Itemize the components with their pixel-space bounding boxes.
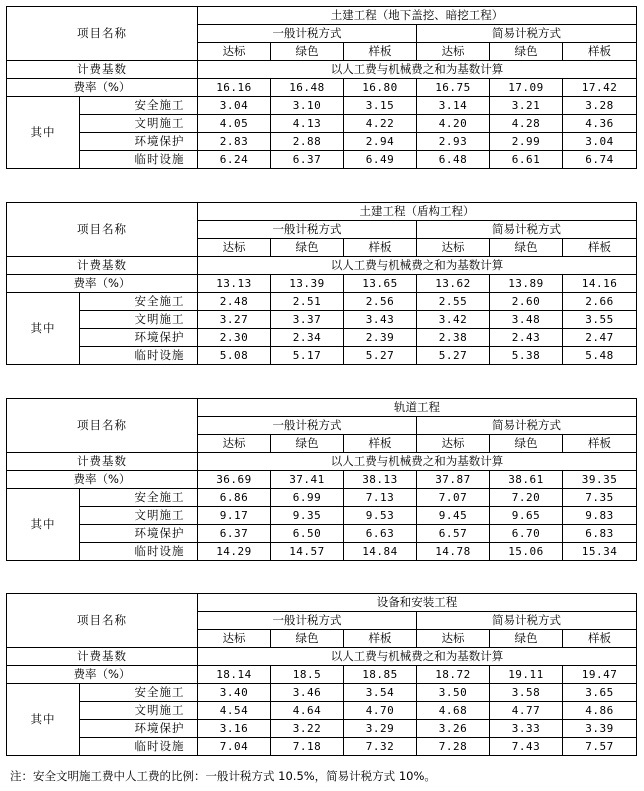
rate-cell: 13.62 bbox=[417, 275, 490, 293]
basis-label: 计费基数 bbox=[7, 453, 198, 471]
temporary-cell: 5.08 bbox=[198, 347, 271, 365]
temporary-cell: 5.27 bbox=[344, 347, 417, 365]
environment-cell: 2.93 bbox=[417, 133, 490, 151]
safety-label: 安全施工 bbox=[80, 684, 198, 702]
environment-cell: 2.99 bbox=[490, 133, 563, 151]
safety-cell: 3.50 bbox=[417, 684, 490, 702]
among-label: 其中 bbox=[7, 293, 80, 365]
item-name-header: 项目名称 bbox=[7, 7, 198, 61]
safety-cell: 3.65 bbox=[563, 684, 637, 702]
civilized-cell: 4.70 bbox=[344, 702, 417, 720]
rate-cell: 18.85 bbox=[344, 666, 417, 684]
environment-cell: 6.63 bbox=[344, 525, 417, 543]
basis-value: 以人工费与机械费之和为基数计算 bbox=[198, 61, 637, 79]
safety-cell: 6.99 bbox=[271, 489, 344, 507]
environment-cell: 2.94 bbox=[344, 133, 417, 151]
rate-label: 费率（%） bbox=[7, 471, 198, 489]
safety-label: 安全施工 bbox=[80, 293, 198, 311]
fee-table-track-engineering bbox=[6, 398, 637, 561]
safety-cell: 2.60 bbox=[490, 293, 563, 311]
item-name-header: 项目名称 bbox=[7, 399, 198, 453]
temporary-cell: 5.27 bbox=[417, 347, 490, 365]
table-title: 设备和安装工程 bbox=[198, 594, 637, 612]
environment-cell: 3.16 bbox=[198, 720, 271, 738]
civilized-cell: 9.45 bbox=[417, 507, 490, 525]
environment-cell: 2.88 bbox=[271, 133, 344, 151]
col-yangban: 样板 bbox=[563, 435, 637, 453]
simple-tax-header: 简易计税方式 bbox=[417, 221, 637, 239]
safety-cell: 3.04 bbox=[198, 97, 271, 115]
general-tax-header: 一般计税方式 bbox=[198, 612, 417, 630]
table-title: 轨道工程 bbox=[198, 399, 637, 417]
rate-label: 费率（%） bbox=[7, 666, 198, 684]
civilized-cell: 9.35 bbox=[271, 507, 344, 525]
rate-cell: 38.13 bbox=[344, 471, 417, 489]
environment-cell: 6.57 bbox=[417, 525, 490, 543]
safety-cell: 3.14 bbox=[417, 97, 490, 115]
rate-cell: 38.61 bbox=[490, 471, 563, 489]
rate-cell: 13.39 bbox=[271, 275, 344, 293]
civilized-cell: 3.37 bbox=[271, 311, 344, 329]
safety-cell: 3.21 bbox=[490, 97, 563, 115]
temporary-cell: 14.29 bbox=[198, 543, 271, 561]
safety-cell: 7.35 bbox=[563, 489, 637, 507]
col-lvse: 绿色 bbox=[490, 630, 563, 648]
rate-cell: 16.80 bbox=[344, 79, 417, 97]
environment-label: 环境保护 bbox=[80, 525, 198, 543]
civilized-cell: 3.48 bbox=[490, 311, 563, 329]
civilized-label: 文明施工 bbox=[80, 702, 198, 720]
civilized-cell: 4.20 bbox=[417, 115, 490, 133]
rate-cell: 16.16 bbox=[198, 79, 271, 97]
safety-cell: 2.48 bbox=[198, 293, 271, 311]
environment-cell: 3.33 bbox=[490, 720, 563, 738]
col-dabiao: 达标 bbox=[198, 435, 271, 453]
civilized-cell: 9.65 bbox=[490, 507, 563, 525]
col-yangban: 样板 bbox=[344, 43, 417, 61]
rate-cell: 39.35 bbox=[563, 471, 637, 489]
fee-table-shield-tunneling bbox=[6, 202, 637, 365]
col-lvse: 绿色 bbox=[271, 630, 344, 648]
temporary-cell: 6.49 bbox=[344, 151, 417, 169]
footnote: 注：安全文明施工费中人工费的比例：一般计税方式 10.5%，简易计税方式 10%。 bbox=[10, 769, 436, 783]
basis-value: 以人工费与机械费之和为基数计算 bbox=[198, 648, 637, 666]
environment-cell: 3.04 bbox=[563, 133, 637, 151]
safety-label: 安全施工 bbox=[80, 489, 198, 507]
temporary-label: 临时设施 bbox=[80, 151, 198, 169]
civilized-cell: 3.42 bbox=[417, 311, 490, 329]
safety-cell: 7.20 bbox=[490, 489, 563, 507]
basis-label: 计费基数 bbox=[7, 61, 198, 79]
civilized-label: 文明施工 bbox=[80, 507, 198, 525]
environment-label: 环境保护 bbox=[80, 329, 198, 347]
col-lvse: 绿色 bbox=[271, 435, 344, 453]
col-yangban: 样板 bbox=[344, 630, 417, 648]
rate-cell: 13.89 bbox=[490, 275, 563, 293]
civilized-cell: 4.68 bbox=[417, 702, 490, 720]
col-lvse: 绿色 bbox=[490, 239, 563, 257]
temporary-cell: 14.84 bbox=[344, 543, 417, 561]
environment-cell: 2.38 bbox=[417, 329, 490, 347]
rate-cell: 16.75 bbox=[417, 79, 490, 97]
simple-tax-header: 简易计税方式 bbox=[417, 417, 637, 435]
col-yangban: 样板 bbox=[344, 239, 417, 257]
simple-tax-header: 简易计税方式 bbox=[417, 612, 637, 630]
civilized-cell: 3.27 bbox=[198, 311, 271, 329]
environment-cell: 3.22 bbox=[271, 720, 344, 738]
civilized-cell: 4.22 bbox=[344, 115, 417, 133]
environment-cell: 3.29 bbox=[344, 720, 417, 738]
safety-cell: 7.07 bbox=[417, 489, 490, 507]
basis-value: 以人工费与机械费之和为基数计算 bbox=[198, 453, 637, 471]
environment-cell: 2.34 bbox=[271, 329, 344, 347]
temporary-cell: 15.34 bbox=[563, 543, 637, 561]
temporary-cell: 14.57 bbox=[271, 543, 344, 561]
rate-cell: 19.47 bbox=[563, 666, 637, 684]
safety-cell: 3.58 bbox=[490, 684, 563, 702]
environment-cell: 6.70 bbox=[490, 525, 563, 543]
temporary-cell: 6.37 bbox=[271, 151, 344, 169]
col-lvse: 绿色 bbox=[271, 43, 344, 61]
temporary-cell: 7.57 bbox=[563, 738, 637, 756]
civilized-cell: 4.77 bbox=[490, 702, 563, 720]
rate-cell: 18.72 bbox=[417, 666, 490, 684]
civilized-cell: 3.55 bbox=[563, 311, 637, 329]
temporary-label: 临时设施 bbox=[80, 543, 198, 561]
civilized-cell: 9.83 bbox=[563, 507, 637, 525]
rate-cell: 18.5 bbox=[271, 666, 344, 684]
safety-cell: 7.13 bbox=[344, 489, 417, 507]
basis-label: 计费基数 bbox=[7, 648, 198, 666]
col-dabiao: 达标 bbox=[417, 630, 490, 648]
temporary-cell: 7.28 bbox=[417, 738, 490, 756]
civilized-cell: 4.54 bbox=[198, 702, 271, 720]
col-yangban: 样板 bbox=[344, 435, 417, 453]
environment-cell: 6.50 bbox=[271, 525, 344, 543]
environment-cell: 3.26 bbox=[417, 720, 490, 738]
rate-cell: 37.87 bbox=[417, 471, 490, 489]
safety-cell: 2.55 bbox=[417, 293, 490, 311]
general-tax-header: 一般计税方式 bbox=[198, 417, 417, 435]
col-dabiao: 达标 bbox=[417, 239, 490, 257]
among-label: 其中 bbox=[7, 489, 80, 561]
col-yangban: 样板 bbox=[563, 630, 637, 648]
safety-cell: 3.54 bbox=[344, 684, 417, 702]
environment-label: 环境保护 bbox=[80, 720, 198, 738]
among-label: 其中 bbox=[7, 684, 80, 756]
col-yangban: 样板 bbox=[563, 43, 637, 61]
safety-cell: 3.46 bbox=[271, 684, 344, 702]
general-tax-header: 一般计税方式 bbox=[198, 221, 417, 239]
table-title: 土建工程（地下盖挖、暗挖工程） bbox=[198, 7, 637, 25]
temporary-cell: 6.24 bbox=[198, 151, 271, 169]
civilized-cell: 9.17 bbox=[198, 507, 271, 525]
simple-tax-header: 简易计税方式 bbox=[417, 25, 637, 43]
rate-cell: 17.42 bbox=[563, 79, 637, 97]
item-name-header: 项目名称 bbox=[7, 203, 198, 257]
civilized-cell: 4.05 bbox=[198, 115, 271, 133]
temporary-cell: 5.17 bbox=[271, 347, 344, 365]
col-lvse: 绿色 bbox=[490, 435, 563, 453]
environment-cell: 6.83 bbox=[563, 525, 637, 543]
environment-label: 环境保护 bbox=[80, 133, 198, 151]
rate-cell: 17.09 bbox=[490, 79, 563, 97]
environment-cell: 6.37 bbox=[198, 525, 271, 543]
col-dabiao: 达标 bbox=[198, 239, 271, 257]
civilized-label: 文明施工 bbox=[80, 115, 198, 133]
temporary-cell: 7.43 bbox=[490, 738, 563, 756]
civilized-cell: 4.86 bbox=[563, 702, 637, 720]
safety-label: 安全施工 bbox=[80, 97, 198, 115]
temporary-cell: 14.78 bbox=[417, 543, 490, 561]
rate-cell: 18.14 bbox=[198, 666, 271, 684]
temporary-label: 临时设施 bbox=[80, 738, 198, 756]
fee-table-equipment-installation bbox=[6, 593, 637, 756]
environment-cell: 2.83 bbox=[198, 133, 271, 151]
temporary-cell: 15.06 bbox=[490, 543, 563, 561]
environment-cell: 2.39 bbox=[344, 329, 417, 347]
civilized-cell: 4.28 bbox=[490, 115, 563, 133]
safety-cell: 6.86 bbox=[198, 489, 271, 507]
basis-value: 以人工费与机械费之和为基数计算 bbox=[198, 257, 637, 275]
safety-cell: 3.15 bbox=[344, 97, 417, 115]
rate-cell: 36.69 bbox=[198, 471, 271, 489]
temporary-cell: 7.18 bbox=[271, 738, 344, 756]
safety-cell: 2.66 bbox=[563, 293, 637, 311]
civilized-cell: 4.13 bbox=[271, 115, 344, 133]
temporary-cell: 5.38 bbox=[490, 347, 563, 365]
rate-cell: 19.11 bbox=[490, 666, 563, 684]
rate-label: 费率（%） bbox=[7, 79, 198, 97]
environment-cell: 2.30 bbox=[198, 329, 271, 347]
civilized-cell: 9.53 bbox=[344, 507, 417, 525]
rate-label: 费率（%） bbox=[7, 275, 198, 293]
col-dabiao: 达标 bbox=[417, 435, 490, 453]
col-dabiao: 达标 bbox=[198, 43, 271, 61]
col-yangban: 样板 bbox=[563, 239, 637, 257]
safety-cell: 2.56 bbox=[344, 293, 417, 311]
col-lvse: 绿色 bbox=[490, 43, 563, 61]
environment-cell: 3.39 bbox=[563, 720, 637, 738]
rate-cell: 37.41 bbox=[271, 471, 344, 489]
col-lvse: 绿色 bbox=[271, 239, 344, 257]
civilized-cell: 4.64 bbox=[271, 702, 344, 720]
temporary-cell: 7.04 bbox=[198, 738, 271, 756]
civilized-cell: 3.43 bbox=[344, 311, 417, 329]
temporary-cell: 6.48 bbox=[417, 151, 490, 169]
col-dabiao: 达标 bbox=[198, 630, 271, 648]
rate-cell: 13.65 bbox=[344, 275, 417, 293]
temporary-cell: 6.74 bbox=[563, 151, 637, 169]
civilized-cell: 4.36 bbox=[563, 115, 637, 133]
col-dabiao: 达标 bbox=[417, 43, 490, 61]
item-name-header: 项目名称 bbox=[7, 594, 198, 648]
rate-cell: 16.48 bbox=[271, 79, 344, 97]
temporary-cell: 7.32 bbox=[344, 738, 417, 756]
environment-cell: 2.47 bbox=[563, 329, 637, 347]
safety-cell: 3.28 bbox=[563, 97, 637, 115]
general-tax-header: 一般计税方式 bbox=[198, 25, 417, 43]
civilized-label: 文明施工 bbox=[80, 311, 198, 329]
safety-cell: 3.10 bbox=[271, 97, 344, 115]
temporary-label: 临时设施 bbox=[80, 347, 198, 365]
table-title: 土建工程（盾构工程） bbox=[198, 203, 637, 221]
safety-cell: 3.40 bbox=[198, 684, 271, 702]
temporary-cell: 5.48 bbox=[563, 347, 637, 365]
among-label: 其中 bbox=[7, 97, 80, 169]
basis-label: 计费基数 bbox=[7, 257, 198, 275]
rate-cell: 13.13 bbox=[198, 275, 271, 293]
safety-cell: 2.51 bbox=[271, 293, 344, 311]
rate-cell: 14.16 bbox=[563, 275, 637, 293]
temporary-cell: 6.61 bbox=[490, 151, 563, 169]
environment-cell: 2.43 bbox=[490, 329, 563, 347]
fee-table-tunnel-cut-cover bbox=[6, 6, 637, 169]
